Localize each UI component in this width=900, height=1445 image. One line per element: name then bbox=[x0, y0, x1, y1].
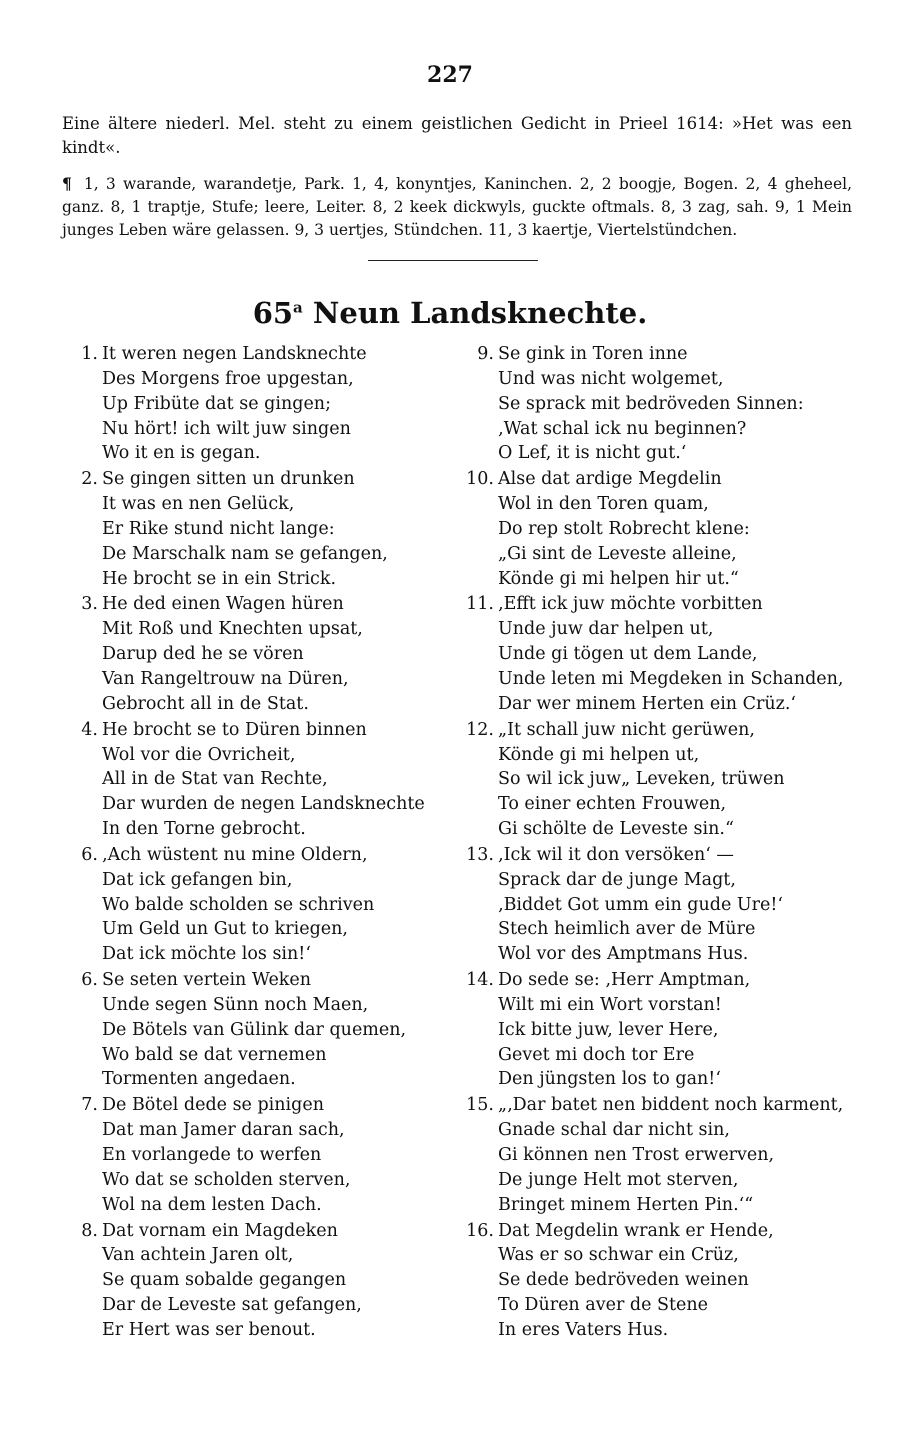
stanza-lines bbox=[102, 718, 465, 842]
stanza-number: 1. bbox=[81, 344, 98, 364]
stanza bbox=[70, 968, 465, 1092]
verse-line: ‚Biddet Got umm ein gude Ure!‘ bbox=[498, 894, 783, 915]
stanza bbox=[70, 1219, 465, 1343]
song-title-text: Neun Landsknechte. bbox=[312, 296, 648, 330]
glossary-text: 1, 3 warande, warandetje, Park. 1, 4, konyntjes, Kaninchen. 2, 2 boogje, Bogen. 2, 4 gheheel, ganz. 8, 1 traptje, Stufe; leere, Leiter. 8, 2 keek dickwyls, guckte oftmals. 8, 3 zag, sah. 9, 1 Mein junges Leben wäre gelassen. 9, 3 uertjes, Stündchen. 11, 3 kaertje, Viertelstündchen. bbox=[62, 175, 852, 239]
section-divider bbox=[368, 260, 538, 261]
stanza-number: 3. bbox=[81, 594, 98, 615]
verse-line: Darup ded he se vören bbox=[102, 644, 304, 665]
verse-line: Gevet mi doch tor Ere bbox=[498, 1044, 695, 1065]
verse-line: Um Geld un Gut to kriegen, bbox=[102, 919, 348, 940]
stanza-number: 13. bbox=[466, 844, 494, 865]
verse-line: „It schall juw nicht gerüwen, bbox=[498, 719, 755, 740]
verse-line: Se gingen sitten un drunken bbox=[102, 469, 355, 490]
stanza-lines bbox=[102, 1093, 465, 1217]
stanza-number: 6. bbox=[81, 970, 98, 991]
verse-line: It weren negen Landsknechte bbox=[102, 344, 367, 364]
verse-line: Wol in den Toren quam, bbox=[498, 494, 709, 515]
stanza bbox=[466, 968, 886, 1092]
verse-line: Gnade schal dar nicht sin, bbox=[498, 1120, 730, 1141]
stanza-lines bbox=[498, 467, 886, 591]
verse-line: Unde gi tögen ut dem Lande, bbox=[498, 644, 758, 665]
stanza-lines bbox=[102, 467, 465, 591]
verse-line: He brocht se to Düren binnen bbox=[102, 719, 367, 740]
stanza bbox=[466, 1093, 886, 1217]
stanza-lines bbox=[498, 1093, 886, 1217]
verse-line: ‚Efft ick juw möchte vorbitten bbox=[498, 594, 763, 615]
verse-line: Van achtein Jaren olt, bbox=[102, 1245, 294, 1266]
left-column bbox=[70, 342, 465, 1344]
verse-line: ‚Wat schal ick nu beginnen? bbox=[498, 418, 747, 439]
verse-line: Do rep stolt Robrecht klene: bbox=[498, 518, 750, 539]
verse-line: Unde leten mi Megdeken in Schanden, bbox=[498, 668, 844, 689]
stanza-number: 7. bbox=[81, 1095, 98, 1116]
song-number: 65 bbox=[252, 296, 294, 330]
stanza-number: 8. bbox=[81, 1220, 98, 1241]
stanza-number: 12. bbox=[466, 719, 494, 740]
melody-note: Eine ältere niederl. Mel. steht zu einem geistlichen Gedicht in Prieel 1614: »Het was een kindt«. bbox=[62, 114, 852, 157]
verse-line: Könde gi mi helpen hir ut.“ bbox=[498, 568, 739, 589]
stanza-lines bbox=[102, 592, 465, 716]
verse-line: Van Rangeltrouw na Düren, bbox=[102, 668, 349, 689]
verse-line: Se quam sobalde gegangen bbox=[102, 1270, 347, 1291]
stanza bbox=[466, 1219, 886, 1343]
stanza-number: 6. bbox=[81, 844, 98, 865]
verse-line: Tormenten angedaen. bbox=[102, 1069, 296, 1090]
verse-line: Dat ick gefangen bin, bbox=[102, 869, 293, 890]
verse-line: He brocht se in ein Strick. bbox=[102, 568, 337, 589]
verse-line: „Gi sint de Leveste alleine, bbox=[498, 543, 737, 564]
verse-line: Unde segen Sünn noch Maen, bbox=[102, 994, 369, 1015]
verse-line: Stech heimlich aver de Müre bbox=[498, 919, 756, 940]
stanza bbox=[70, 342, 465, 466]
stanza-number: 15. bbox=[466, 1095, 494, 1116]
verse-line: It was en nen Gelück, bbox=[102, 494, 295, 515]
stanza-lines bbox=[102, 968, 465, 1092]
verse-line: ‚Ick wil it don versöken‘ — bbox=[498, 844, 734, 865]
stanza-lines bbox=[498, 843, 886, 967]
stanza bbox=[466, 718, 886, 842]
verse-line: Er Rike stund nicht lange: bbox=[102, 518, 335, 539]
verse-line: Des Morgens froe upgestan, bbox=[102, 368, 354, 389]
verse-line: Dat ick möchte los sin!‘ bbox=[102, 944, 311, 965]
verse-line: Dar wer minem Herten ein Crüz.‘ bbox=[498, 693, 796, 714]
verse-line: De junge Helt mot sterven, bbox=[498, 1169, 739, 1190]
verse-line: Do sede se: ‚Herr Amptman, bbox=[498, 970, 751, 991]
stanza-number: 2. bbox=[81, 469, 98, 490]
verse-line: Dat man Jamer daran sach, bbox=[102, 1120, 345, 1141]
verse-line: Nu hört! ich wilt juw singen bbox=[102, 418, 351, 439]
verse-line: De Marschalk nam se gefangen, bbox=[102, 543, 388, 564]
stanza-number: 11. bbox=[466, 594, 494, 615]
verse-line: Unde juw dar helpen ut, bbox=[498, 619, 714, 640]
verse-line: Wol vor die Ovricheit, bbox=[102, 744, 296, 765]
stanza bbox=[70, 592, 465, 716]
verse-line: Dar de Leveste sat gefangen, bbox=[102, 1295, 362, 1316]
stanza-lines bbox=[498, 968, 886, 1092]
stanza-number: 16. bbox=[466, 1220, 494, 1241]
stanza bbox=[466, 342, 886, 466]
stanza-number: 14. bbox=[466, 970, 494, 991]
verse-line: Ick bitte juw, lever Here, bbox=[498, 1019, 719, 1040]
verse-line: Se gink in Toren inne bbox=[498, 344, 688, 364]
verse-line: Bringet minem Herten Pin.‘“ bbox=[498, 1194, 754, 1215]
verse-line: Wilt mi ein Wort vorstan! bbox=[498, 994, 722, 1015]
verse-line: O Lef, it is nicht gut.‘ bbox=[498, 443, 687, 464]
page-number: 227 bbox=[427, 62, 473, 88]
stanza-lines bbox=[102, 843, 465, 967]
stanza-lines bbox=[498, 718, 886, 842]
stanza-lines bbox=[102, 342, 465, 466]
verse-line: Mit Roß und Knechten upsat, bbox=[102, 619, 363, 640]
verse-line: Up Fribüte dat se gingen; bbox=[102, 393, 331, 414]
stanza-lines bbox=[102, 1219, 465, 1343]
verse-line: Wo dat se scholden sterven, bbox=[102, 1169, 351, 1190]
right-column bbox=[466, 342, 886, 1344]
verse-line: Den jüngsten los to gan!‘ bbox=[498, 1069, 721, 1090]
verse-line: Dat vornam ein Magdeken bbox=[102, 1220, 338, 1241]
verse-line: Sprack dar de junge Magt, bbox=[498, 869, 736, 890]
verse-line: To einer echten Frouwen, bbox=[498, 794, 727, 815]
verse-line: Könde gi mi helpen ut, bbox=[498, 744, 700, 765]
verse-line: All in de Stat van Rechte, bbox=[102, 769, 328, 790]
glossary-note bbox=[62, 172, 852, 242]
verse-line: Gebrocht all in de Stat. bbox=[102, 693, 309, 714]
stanza bbox=[70, 843, 465, 967]
verse-line: Se seten vertein Weken bbox=[102, 970, 312, 991]
stanza bbox=[466, 467, 886, 591]
verse-line: „‚Dar batet nen biddent noch karment, bbox=[498, 1095, 844, 1116]
verse-line: Er Hert was ser benout. bbox=[102, 1319, 316, 1340]
verse-line: Se dede bedröveden weinen bbox=[498, 1270, 749, 1291]
verse-line: De Bötels van Gülink dar quemen, bbox=[102, 1019, 407, 1040]
verse-line: In eres Vaters Hus. bbox=[498, 1319, 669, 1340]
verse-line: Wol vor des Amptmans Hus. bbox=[498, 944, 749, 965]
stanza bbox=[70, 467, 465, 591]
verse-line: In den Torne gebrocht. bbox=[102, 819, 306, 840]
verse-line: Gi schölte de Leveste sin.“ bbox=[498, 819, 734, 840]
stanza-number: 10. bbox=[466, 469, 494, 490]
verse-line: ‚Ach wüstent nu mine Oldern, bbox=[102, 844, 368, 865]
verse-line: Gi können nen Trost erwerven, bbox=[498, 1145, 775, 1165]
verse-line: He ded einen Wagen hüren bbox=[102, 594, 344, 615]
stanza bbox=[466, 843, 886, 967]
verse-line: Wo bald se dat vernemen bbox=[102, 1044, 327, 1065]
verse-line: Wol na dem lesten Dach. bbox=[102, 1194, 322, 1215]
verse-line: Se sprack mit bedröveden Sinnen: bbox=[498, 393, 804, 414]
stanza bbox=[70, 718, 465, 842]
song-title bbox=[0, 296, 900, 330]
pilcrow-mark: ¶ bbox=[62, 174, 72, 193]
verse-line: Dat Megdelin wrank er Hende, bbox=[498, 1220, 774, 1241]
stanza-lines bbox=[498, 1219, 886, 1343]
stanza-lines bbox=[498, 342, 886, 466]
verse-line: Was er so schwar ein Crüz, bbox=[498, 1245, 739, 1266]
stanza-lines bbox=[498, 592, 886, 716]
stanza-number: 9. bbox=[477, 344, 494, 364]
stanza-number: 4. bbox=[81, 719, 98, 740]
verse-line: So wil ick juw„ Leveken, trüwen bbox=[498, 769, 785, 790]
verse-line: De Bötel dede se pinigen bbox=[102, 1095, 324, 1116]
stanza bbox=[70, 1093, 465, 1217]
verse-line: En vorlangede to werfen bbox=[102, 1145, 322, 1165]
stanza bbox=[466, 592, 886, 716]
verse-line: Und was nicht wolgemet, bbox=[498, 368, 724, 389]
song-title-sep bbox=[303, 296, 313, 330]
verse-line: Wo balde scholden se schriven bbox=[102, 894, 375, 915]
song-number-suffix: a bbox=[293, 298, 303, 317]
verse-line: Alse dat ardige Megdelin bbox=[498, 469, 722, 490]
verse-line: To Düren aver de Stene bbox=[498, 1295, 708, 1316]
verse-line: Dar wurden de negen Landsknechte bbox=[102, 794, 425, 815]
verse-line: Wo it en is gegan. bbox=[102, 443, 261, 464]
